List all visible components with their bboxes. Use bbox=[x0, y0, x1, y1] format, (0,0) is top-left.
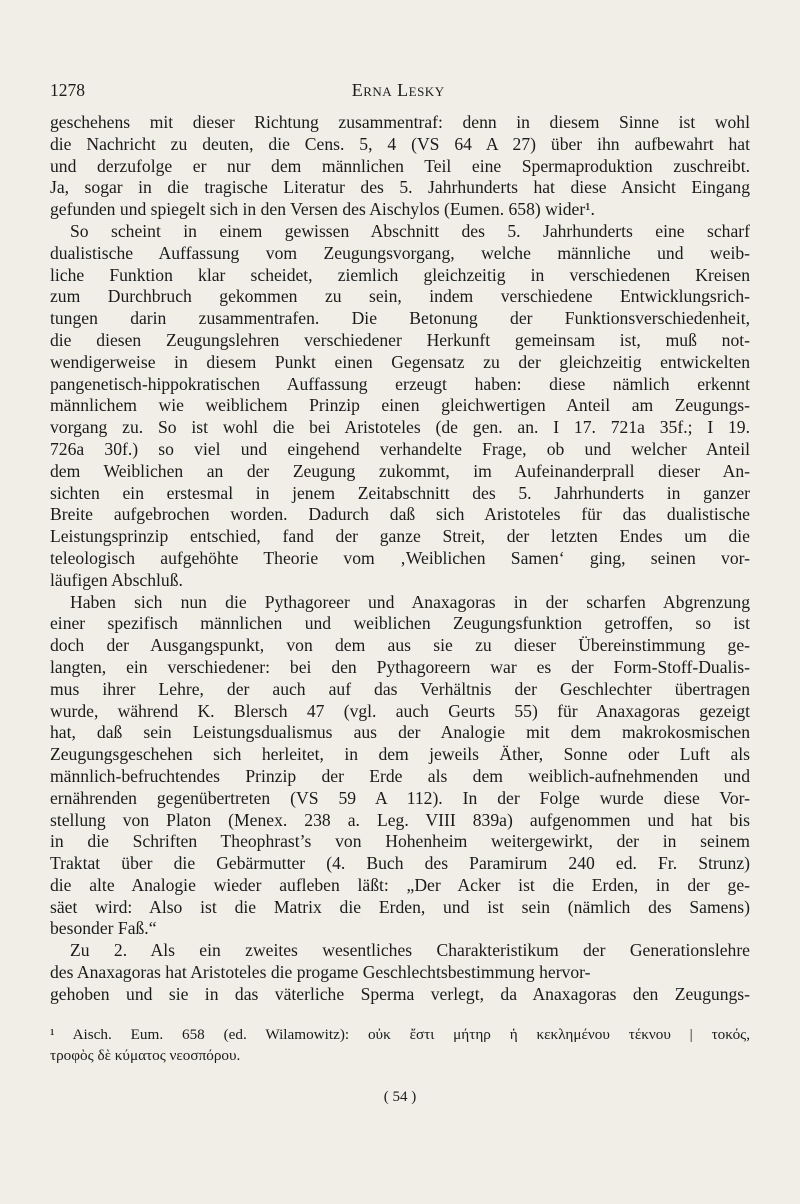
footnote-line: ¹ Aisch. Eum. 658 (ed. Wilamowitz): οὐκ ἔστι μήτηρ ἡ κεκλημένου τέκνου | τοκός, bbox=[50, 1026, 750, 1043]
text-line: liche Funktion klar scheidet, ziemlich gleichzeitig in verschiedenen Kreisen bbox=[50, 264, 750, 285]
text-line: vorgang zu. So ist wohl die bei Aristoteles (de gen. an. I 17. 721a 35f.; I 19. bbox=[50, 417, 750, 438]
text-line: Breite aufgebrochen worden. Dadurch daß sich Aristoteles für das dualistische bbox=[50, 504, 750, 525]
text-line: Leistungsprinzip entschied, fand der ganze Streit, der letzten Endes um die bbox=[50, 526, 750, 547]
text-line: mus ihrer Lehre, der auch auf das Verhältnis der Geschlechter übertragen bbox=[50, 678, 750, 699]
text-line: besonder Faß.“ bbox=[50, 918, 157, 939]
text-line: sichten ein erstesmal in jenem Zeitabschnitt des 5. Jahrhunderts in ganzer bbox=[50, 482, 750, 503]
text-line: ernährenden gegenübertreten (VS 59 A 112). In der Folge wurde diese Vor- bbox=[50, 787, 750, 808]
footnote-line: τροφὸς δὲ κύματος νεοσπόρου. bbox=[50, 1047, 241, 1064]
text-line: Ja, sogar in die tragische Literatur des 5. Jahrhunderts hat diese Ansicht Eingang bbox=[50, 177, 750, 198]
text-line: pangenetisch-hippokratischen Auffassung erzeugt haben: diese nämlich erkennt bbox=[50, 373, 750, 394]
text-line: läufigen Abschluß. bbox=[50, 569, 183, 590]
text-line: Zeugungsgeschehen sich herleitet, in dem jeweils Äther, Sonne oder Luft als bbox=[50, 744, 750, 765]
text-line: teleologisch aufgehöhte Theorie vom ‚Weiblichen Samen‘ ging, seinen vor- bbox=[50, 547, 750, 568]
text-line: geschehens mit dieser Richtung zusammentraf: denn in diesem Sinne ist wohl bbox=[50, 112, 750, 132]
text-line: dem Weiblichen an der Zeugung zukommt, im Aufeinanderprall dieser An- bbox=[50, 460, 750, 481]
text-line: die Nachricht zu deuten, die Cens. 5, 4 (VS 64 A 27) über ihn aufbewahrt hat bbox=[50, 133, 750, 154]
text-line: 726a 30f.) so viel und eingehend verhandelte Frage, ob und welcher Anteil bbox=[50, 438, 750, 459]
text-line: männlich-befruchtendes Prinzip der Erde als dem weiblich-aufnehmenden und bbox=[50, 765, 750, 786]
text-line: und derzufolge er nur dem männlichen Teil eine Spermaproduktion zuschreibt. bbox=[50, 155, 750, 176]
text-line: männlichem wie weiblichem Prinzip einen gleichwertigen Anteil am Zeugungs- bbox=[50, 395, 750, 416]
text-line: einer spezifisch männlichen und weiblichen Zeugungsfunktion getroffen, so ist bbox=[50, 613, 750, 634]
running-title: Erna Lesky bbox=[351, 80, 445, 100]
text-line: stellung von Platon (Menex. 238 a. Leg. VIII 839a) aufgenommen und hat bis bbox=[50, 809, 750, 830]
text-line: wendigerweise in diesem Punkt einen Gegensatz zu der gleichzeitig entwickelten bbox=[50, 351, 750, 372]
text-line: So scheint in einem gewissen Abschnitt des 5. Jahrhunderts eine scharf bbox=[70, 220, 750, 241]
text-line: säet wird: Also ist die Matrix die Erden, und ist sein (nämlich des Samens) bbox=[50, 896, 750, 917]
text-line: die diesen Zeugungslehren verschiedener Herkunft gemeinsam ist, muß not- bbox=[50, 329, 750, 350]
text-line: des Anaxagoras hat Aristoteles die progame Geschlechtsbestimmung hervor- bbox=[50, 962, 591, 983]
text-line: Haben sich nun die Pythagoreer und Anaxagoras in der scharfen Abgrenzung bbox=[70, 591, 750, 612]
text-line: wurde, während K. Blersch 47 (vgl. auch Geurts 55) für Anaxagoras gezeigt bbox=[50, 700, 750, 721]
text-line: tungen darin zusammentrafen. Die Betonung der Funktionsverschiedenheit, bbox=[50, 308, 750, 329]
text-line: Zu 2. Als ein zweites wesentliches Charakteristikum der Generationslehre bbox=[70, 940, 750, 961]
text-line: hat, daß sein Leistungsdualismus aus der Analogie mit dem makrokosmischen bbox=[50, 722, 750, 743]
text-line: dualistische Auffassung vom Zeugungsvorgang, welche männliche und weib- bbox=[50, 242, 750, 263]
text-line: gefunden und spiegelt sich in den Versen des Aischylos (Eumen. 658) wider¹. bbox=[50, 199, 595, 220]
text-line: gehoben und sie in das väterliche Sperma verlegt, da Anaxagoras den Zeugungs- bbox=[50, 983, 750, 1004]
page-footer-number: ( 54 ) bbox=[383, 1089, 417, 1105]
text-line: doch der Ausgangspunkt, von dem aus sie zu dieser Übereinstimmung ge- bbox=[50, 635, 750, 656]
footnote bbox=[50, 1024, 750, 1066]
text-line: in die Schriften Theophrast’s von Hohenheim weitergewirkt, der in seinem bbox=[50, 831, 750, 852]
text-line: langten, ein verschiedener: bei den Pythagoreern war es der Form-Stoff-Dualis- bbox=[50, 656, 750, 677]
text-line: die alte Analogie wieder aufleben läßt: „Der Acker ist die Erden, in der ge- bbox=[50, 874, 750, 895]
page-header bbox=[50, 80, 750, 101]
text-line: zum Durchbruch gekommen zu sein, indem verschiedene Entwicklungsrich- bbox=[50, 286, 750, 307]
page-number: 1278 bbox=[50, 80, 85, 100]
text-line: Traktat über die Gebärmutter (4. Buch des Paramirum 240 ed. Fr. Strunz) bbox=[50, 853, 750, 874]
body-text bbox=[50, 112, 750, 1006]
